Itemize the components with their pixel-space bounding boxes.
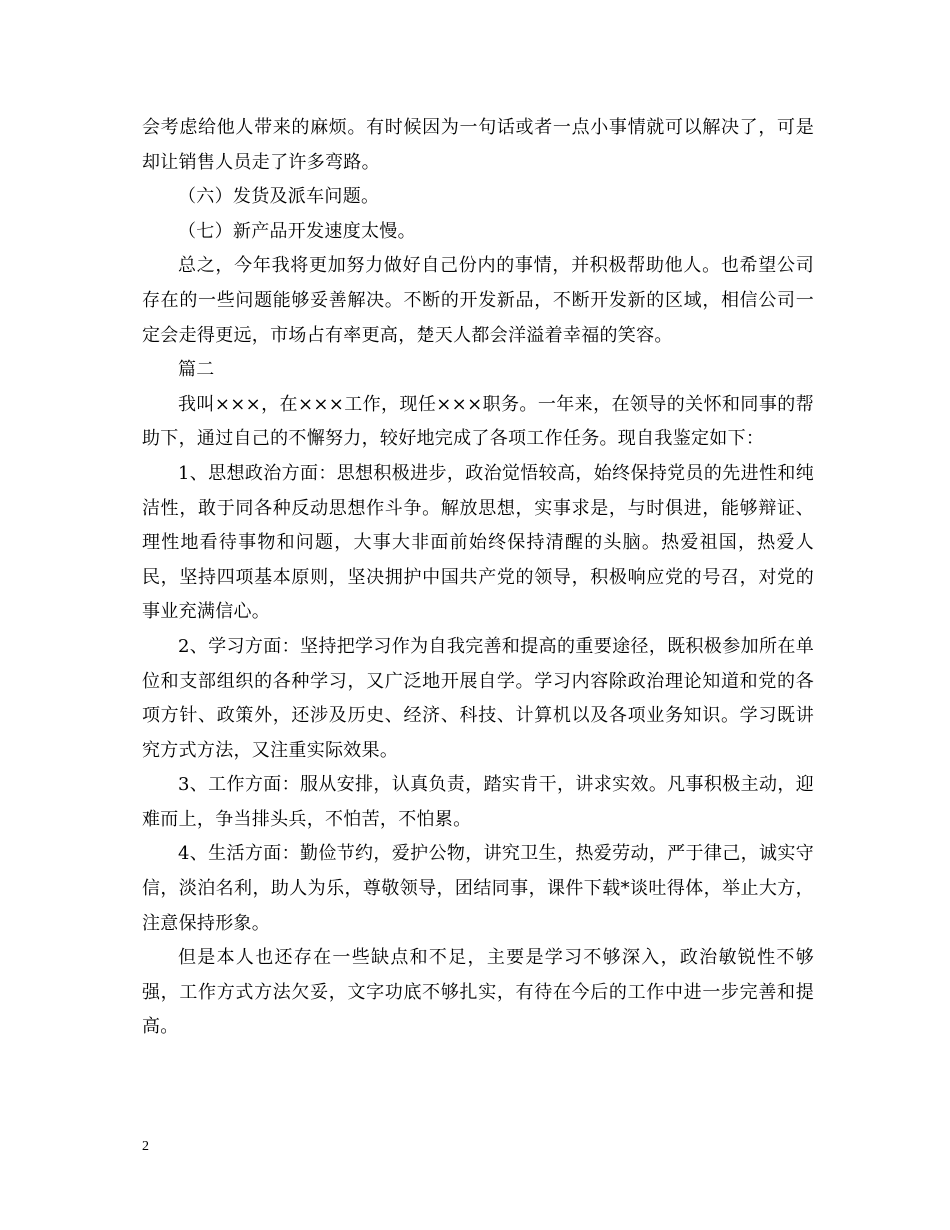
paragraph-summary: 总之，今年我将更加努力做好自己份内的事情，并积极帮助他人。也希望公司存在的一些问题能够妥善解决。不断的开发新品，不断开发新的区域，相信公司一定会走得更远，市场占有率更高，楚天人都会洋溢着幸福的笑容。 (142, 255, 814, 346)
document-body (142, 111, 814, 1045)
paragraph-item-seven: （七）新产品开发速度太慢。 (178, 220, 416, 242)
paragraph-work: 3、工作方面：服从安排，认真负责，踏实肯干，讲求实效。凡事积极主动，迎难而上，争当排头兵，不怕苦，不怕累。 (142, 774, 814, 830)
section-heading: 篇二 (178, 359, 215, 381)
paragraph-shortcomings: 但是本人也还存在一些缺点和不足，主要是学习不够深入，政治敏锐性不够强，工作方式方法欠妥，文字功底不够扎实，有待在今后的工作中进一步完善和提高。 (142, 947, 814, 1038)
paragraph-life: 4、生活方面：勤俭节约，爱护公物，讲究卫生，热爱劳动，严于律己，诚实守信，淡泊名利，助人为乐，尊敬领导，团结同事，课件下载*谈吐得体，举止大方，注意保持形象。 (142, 843, 814, 934)
page-number: 2 (142, 1139, 149, 1154)
paragraph-intro: 我叫×××，在×××工作，现任×××职务。一年来，在领导的关怀和同事的帮助下，通过自己的不懈努力，较好地完成了各项工作任务。现自我鉴定如下： (142, 393, 814, 450)
paragraph-continuation: 会考虑给他人带来的麻烦。有时候因为一句话或者一点小事情就可以解决了，可是却让销售人员走了许多弯路。 (142, 117, 814, 173)
paragraph-item-six: （六）发货及派车问题。 (178, 186, 380, 208)
paragraph-study: 2、学习方面：坚持把学习作为自我完善和提高的重要途径，既积极参加所在单位和支部组织的各种学习，又广泛地开展自学。学习内容除政治理论知道和党的各项方针、政策外，还涉及历史、经济、科技、计算机以及各项业务知识。学习既讲究方式方法，又注重实际效果。 (142, 635, 814, 761)
paragraph-political: 1、思想政治方面：思想积极进步，政治觉悟较高，始终保持党员的先进性和纯洁性，敢于同各种反动思想作斗争。解放思想，实事求是，与时俱进，能够辩证、理性地看待事物和问题，大事大非面前始终保持清醒的头脑。热爱祖国，热爱人民，坚持四项基本原则，坚决拥护中国共产党的领导，积极响应党的号召，对党的事业充满信心。 (142, 462, 814, 623)
